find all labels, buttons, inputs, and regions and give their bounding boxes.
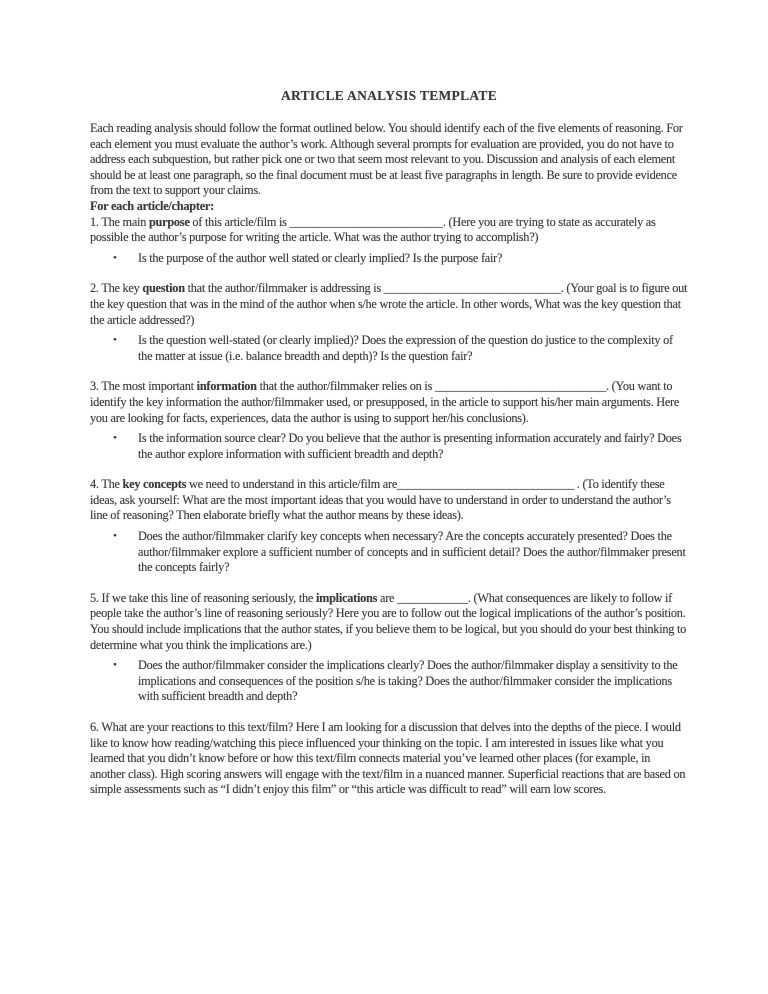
item-4-keyword: key concepts [122, 477, 187, 492]
item-3-text-pre: 3. The most important [90, 379, 197, 394]
item-5-text-post: . (What consequences are likely to follow if people take the author’s line of reasoning seriously? Here you are to follow out the logical implications of the author’s position. You should include implications that the author states, if you believe them to be logical, but you should do your best thinking to determine what you think the implications are.) [90, 590, 687, 652]
item-5-bullet-text: Does the author/filmmaker consider the implications clearly? Does the author/filmmaker display a sensitivity to the implications and consequences of the position s/he is taking? Does the author/filmmaker consider the implications with sufficient breadth and depth? [138, 658, 678, 704]
bullet-icon: • [113, 432, 117, 445]
item-2-text-pre: 2. The key [90, 281, 143, 296]
bullet-icon: • [113, 530, 117, 543]
item-5-keyword: implications [315, 590, 378, 605]
item-2-keyword: question [142, 281, 185, 296]
item-2-paragraph [90, 281, 688, 328]
item-5-fill-in-blank: ____________ [397, 590, 468, 605]
item-5-bullet [113, 658, 688, 705]
bullet-icon: • [113, 251, 117, 264]
item-1-text-post: . (Here you are trying to state as accurately as possible the author’s purpose for writing the article. What was the author trying to accomplish?) [90, 214, 656, 245]
item-4-text-post: . (To identify these ideas, ask yourself: What are the most important ideas that you would have to understand in order to understand the author’s line of reasoning? Then elaborate briefly what the author means by these ideas). [90, 477, 671, 523]
item-3-bullet-text: Is the information source clear? Do you believe that the author is presenting information accurately and fairly? Does the author explore information with sufficient breadth and depth? [138, 431, 682, 461]
item-1-fill-in-blank: __________________________ [289, 214, 443, 229]
item-4-text-mid: we need to understand in this article/film are [186, 477, 398, 492]
item-4-bullet-text: Does the author/filmmaker clarify key concepts when necessary? Are the concepts accurately presented? Does the author/filmmaker explore a sufficient number of concepts and in sufficient detail? Does the author/filmmaker present the concepts fairly? [138, 529, 686, 575]
item-3-text-post: . (You want to identify the key information the author/filmmaker used, or presupposed, in the article to support his/her main arguments. Here you are looking for facts, experiences, data the author is using to support her/his conclusions). [90, 379, 680, 425]
bullet-icon: • [113, 334, 117, 347]
item-3-fill-in-blank: _____________________________ [434, 379, 606, 394]
item-4-text-pre: 4. The [90, 477, 123, 492]
item-2-text-mid: that the author/filmmaker is addressing is [184, 281, 384, 296]
bullet-icon: • [113, 659, 117, 672]
item-1-paragraph [90, 215, 688, 246]
item-3-text-mid: that the author/filmmaker relies on is [256, 379, 435, 394]
item-3-bullet [113, 431, 688, 462]
page-title: ARTICLE ANALYSIS TEMPLATE [280, 88, 498, 103]
section-heading: For each article/chapter: [90, 198, 214, 213]
item-4-fill-in-blank: ______________________________ [397, 477, 574, 492]
item-3-keyword: information [196, 379, 257, 394]
item-1-bullet-text: Is the purpose of the author well stated or clearly implied? Is the purpose fair? [138, 250, 503, 265]
item-3-paragraph [90, 379, 688, 426]
intro-paragraph: Each reading analysis should follow the format outlined below. You should identify each of the five elements of reasoning. For each element you must evaluate the author’s work. Although several prompts for evaluation are provided, you do not have to address each subquestion, but rather pick one or two that seem most relevant to you. Discussion and analysis of each element should be at least one paragraph, so the final document must be at least five paragraphs in length. Be sure to provide evidence from the text to support your claims. [90, 121, 683, 198]
item-5-paragraph [90, 591, 688, 653]
item-2-fill-in-blank: ______________________________ [383, 281, 561, 296]
item-6-paragraph: 6. What are your reactions to this text/film? Here I am looking for a discussion that delves into the depths of the piece. I would like to know how reading/watching this piece influenced your thinking on the topic. I am interested in issues like what you learned that you didn’t know before or how this text/film connects material you’ve learned other places (for example, in another class). High scoring answers will engage with the text/film in a nuanced manner. Superficial reactions that are based on simple assessments such as “I didn’t enjoy this film” or “this article was difficult to read” will earn low scores. [90, 720, 686, 797]
item-2-bullet [113, 333, 688, 364]
item-5-text-mid: are [377, 590, 398, 605]
item-1-text-pre: 1. The main [90, 214, 149, 229]
item-4-paragraph [90, 477, 688, 524]
item-1-bullet [113, 251, 688, 267]
item-5-text-pre: 5. If we take this line of reasoning seriously, the [90, 590, 316, 605]
item-1-keyword: purpose [148, 214, 190, 229]
item-2-bullet-text: Is the question well-stated (or clearly implied)? Does the expression of the question do justice to the complexity of the matter at issue (i.e. balance breadth and depth)? Is the question fair? [138, 333, 673, 363]
item-1-text-mid: of this article/film is [189, 214, 290, 229]
item-2-text-post: . (Your goal is to figure out the key question that was in the mind of the author when s/he wrote the article. In other words, What was the key question that the article addressed?) [90, 281, 688, 327]
item-4-bullet [113, 529, 688, 576]
